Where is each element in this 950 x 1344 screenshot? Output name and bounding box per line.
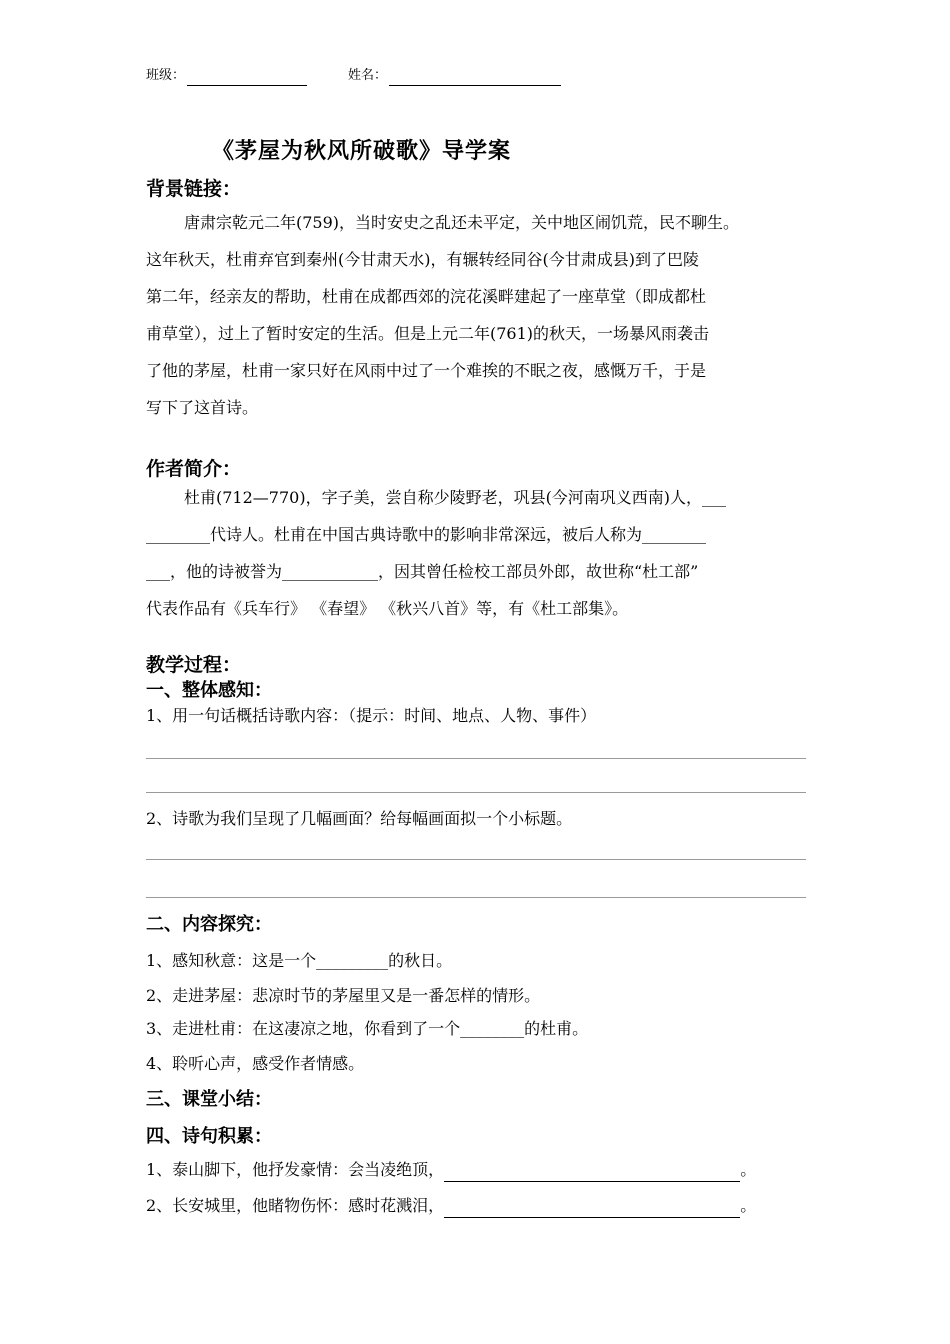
- part2-question-4: 4、聆听心声，感受作者情感。: [146, 1054, 365, 1073]
- answer-line[interactable]: [146, 758, 806, 759]
- author-heading: 作者简介：: [146, 458, 242, 480]
- question-text: 2、长安城里，他睹物伤怀：感时花溅泪，: [146, 1196, 445, 1215]
- background-line: 这年秋天，杜甫弃官到秦州(今甘肃天水)，有辗转经同谷(今甘肃成县)到了巴陵: [146, 250, 699, 269]
- part4-question-1: [146, 1158, 756, 1182]
- author-line: ________代诗人。杜甫在中国古典诗歌中的影响非常深远，被后人称为________: [146, 525, 707, 544]
- part3-heading: 三、课堂小结：: [146, 1089, 272, 1110]
- part4-heading: 四、诗句积累：: [146, 1126, 272, 1147]
- background-heading: 背景链接：: [146, 178, 242, 200]
- part2-question-1: 1、感知秋意：这是一个_________的秋日。: [146, 951, 453, 970]
- background-line: 第二年，经亲友的帮助，杜甫在成都西郊的浣花溪畔建起了一座草堂（即成都杜: [146, 287, 707, 306]
- author-line: 杜甫(712—770)，字子美，尝自称少陵野老，巩县(今河南巩义西南)人，___: [184, 488, 727, 507]
- name-field: [348, 66, 561, 86]
- part2-heading: 二、内容探究：: [146, 914, 272, 935]
- background-line: 甫草堂），过上了暂时安定的生活。但是上元二年(761)的秋天，一场暴风雨袭击: [146, 324, 710, 343]
- class-label: 班级：: [146, 68, 186, 83]
- part4-question-2: [146, 1194, 756, 1218]
- question-suffix: 。: [740, 1160, 757, 1179]
- name-blank[interactable]: [389, 71, 561, 86]
- background-line: 唐肃宗乾元二年(759)，当时安史之乱还未平定，关中地区闹饥荒，民不聊生。: [184, 213, 740, 232]
- part2-question-2: 2、走进茅屋：悲凉时节的茅屋里又是一番怎样的情形。: [146, 986, 541, 1005]
- author-line: 代表作品有《兵车行》 《春望》 《秋兴八首》等，有《杜工部集》。: [146, 599, 629, 618]
- class-field: [146, 66, 307, 86]
- author-paragraph: [146, 479, 818, 627]
- process-heading: 教学过程：: [146, 654, 242, 676]
- answer-line[interactable]: [146, 897, 806, 898]
- fill-blank[interactable]: [444, 1165, 740, 1182]
- part2-question-3: 3、走进杜甫：在这凄凉之地，你看到了一个________的杜甫。: [146, 1019, 589, 1038]
- question-suffix: 。: [740, 1196, 757, 1215]
- part1-question-1: 1、用一句话概括诗歌内容：（提示：时间、地点、人物、事件）: [146, 706, 597, 725]
- fill-blank[interactable]: [444, 1201, 740, 1218]
- class-blank[interactable]: [187, 71, 307, 86]
- answer-line[interactable]: [146, 859, 806, 860]
- name-label: 姓名：: [348, 68, 388, 83]
- part1-heading: 一、整体感知：: [146, 680, 272, 701]
- part1-question-2: 2、诗歌为我们呈现了几幅画面？给每幅画面拟一个小标题。: [146, 809, 573, 828]
- background-line: 了他的茅屋，杜甫一家只好在风雨中过了一个难挨的不眠之夜，感慨万千，于是: [146, 361, 707, 380]
- author-line: ___，他的诗被誉为____________，因其曾任检校工部员外郎，故世称“杜工部”: [146, 562, 699, 581]
- page-title: 《茅屋为秋风所破歌》导学案: [212, 138, 512, 164]
- question-text: 1、泰山脚下，他抒发豪情：会当凌绝顶，: [146, 1160, 445, 1179]
- background-paragraph: [146, 204, 818, 426]
- answer-line[interactable]: [146, 792, 806, 793]
- background-line: 写下了这首诗。: [146, 398, 259, 417]
